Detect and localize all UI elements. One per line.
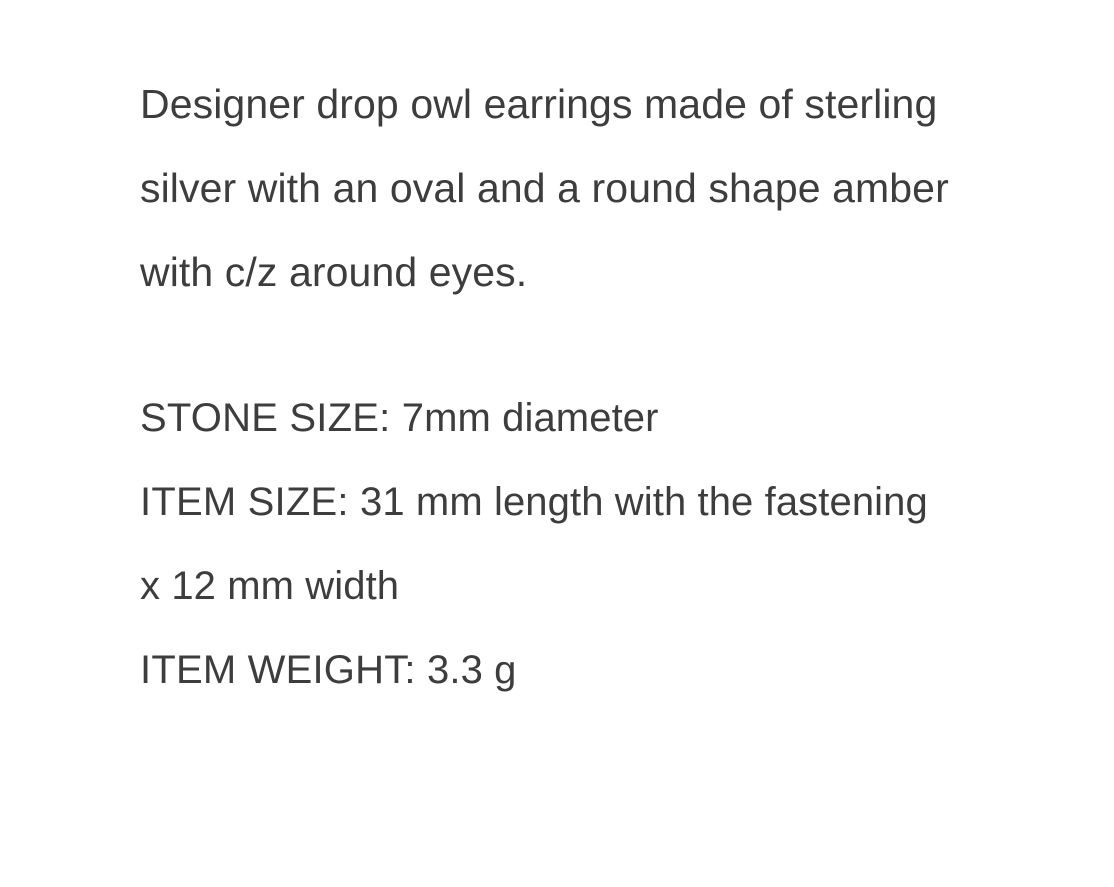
spec-value-item-size: 31 mm length with the fastening x 12 mm width: [140, 480, 928, 608]
spec-row-item-weight: [140, 628, 930, 712]
specifications-list: [140, 376, 990, 712]
paragraph-spacer: [140, 314, 990, 376]
spec-value-stone-size: 7mm diameter: [401, 396, 659, 440]
spec-label-stone-size: STONE SIZE:: [140, 396, 402, 440]
product-description-paragraph: Designer drop owl earrings made of sterling silver with an oval and a round shape amber with c/z around eyes.: [140, 81, 949, 295]
description-content: [140, 62, 990, 712]
spec-value-item-weight: 3.3 g: [427, 648, 517, 692]
spec-row-item-size: [140, 460, 930, 628]
spec-row-stone-size: [140, 376, 930, 460]
spec-label-item-weight: ITEM WEIGHT:: [140, 648, 428, 692]
spec-label-item-size: ITEM SIZE:: [140, 480, 360, 524]
